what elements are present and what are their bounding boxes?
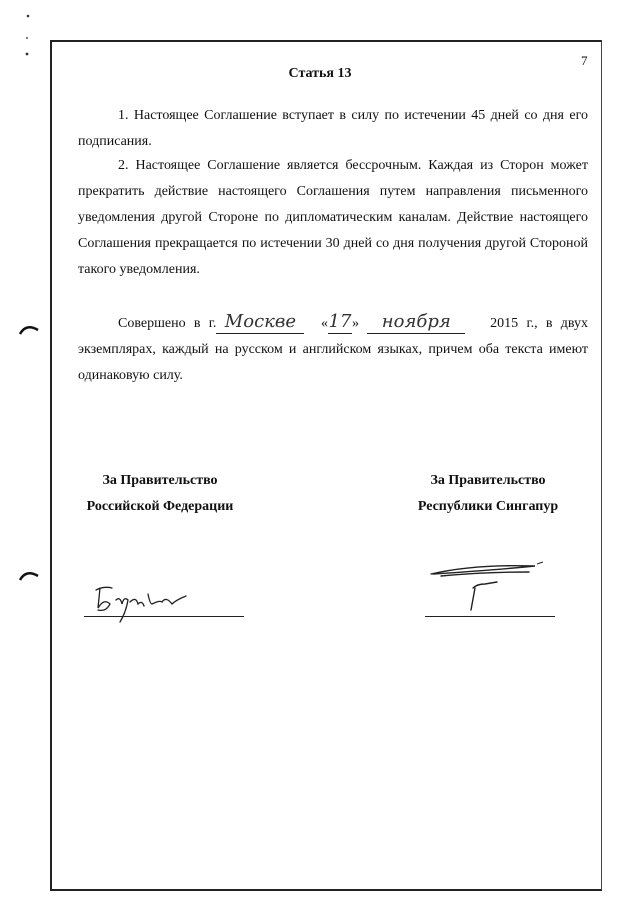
paragraph-1 [78, 103, 588, 155]
signing-month: ноября [381, 311, 451, 332]
binder-mark-top [18, 8, 38, 58]
signature-line-russia [84, 616, 244, 617]
signature-russia [90, 582, 190, 628]
signing-month-field [367, 313, 465, 334]
signing-day: 17 [328, 311, 352, 332]
signing-prefix: Совершено в г. [118, 316, 217, 331]
signatory-singapore-line2: Республики Сингапур [417, 499, 559, 514]
signature-line-singapore [425, 616, 555, 617]
signatory-russia [70, 468, 250, 520]
day-close-quote: » [352, 316, 359, 331]
day-open-quote: « [321, 316, 328, 331]
signing-paragraph [78, 311, 588, 389]
signatory-russia-line1: За Правительство [102, 473, 218, 488]
signatory-russia-line2: Российской Федерации [86, 499, 234, 514]
article-title: Статья 13 [288, 66, 352, 81]
signature-singapore [425, 560, 550, 616]
paragraph-2-text: 2. Настоящее Соглашение является бессрочным. Каждая из Сторон может прекратить действие настоящего Соглашения путем направления письменного уведомления другой Стороне по дипломатическим каналам. Действие настоящего Соглашения прекращается по истечении 30 дней со дня получения другой Стороной такого уведомления. [78, 158, 588, 277]
signing-day-field [328, 313, 352, 334]
signing-city: Москве [224, 311, 297, 332]
page-number: 7 [581, 53, 588, 68]
signatory-singapore [398, 468, 578, 520]
binder-mark-middle [18, 322, 40, 336]
signing-rest: 2015 г., в двух экземплярах, каждый на русском и английском языках, причем оба текста имеют одинаковую силу. [78, 316, 589, 383]
binder-mark-lower [18, 568, 40, 582]
paragraph-1-text: 1. Настоящее Соглашение вступает в силу по истечении 45 дней со дня его подписания. [78, 108, 588, 149]
signatory-singapore-line1: За Правительство [430, 473, 546, 488]
paragraph-2 [78, 153, 588, 283]
signing-city-field [216, 313, 304, 334]
